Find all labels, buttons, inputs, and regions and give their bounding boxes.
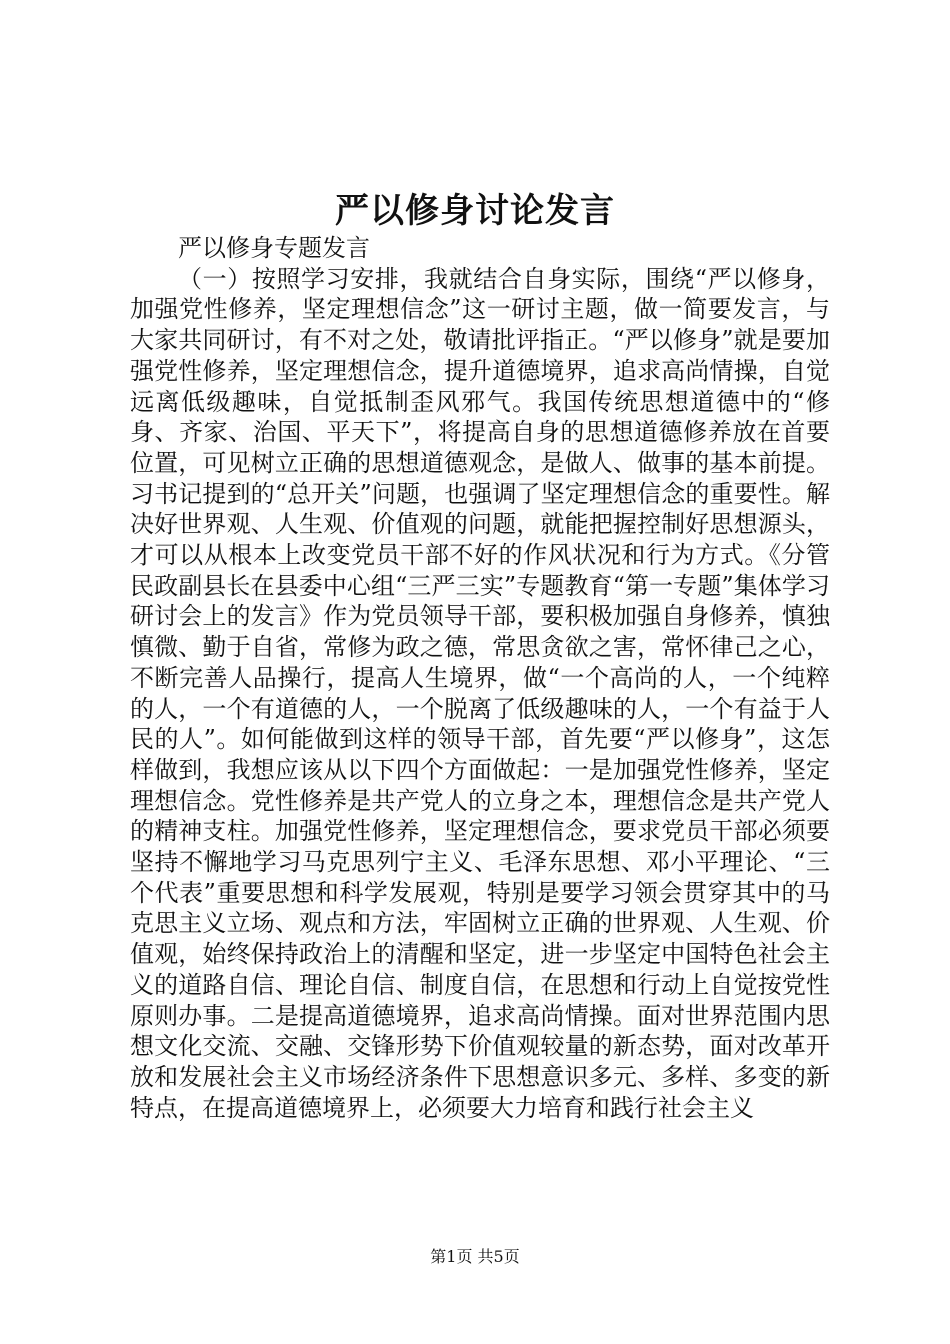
page-indicator: 第1页 共5页 [430,1247,520,1266]
document-title: 严以修身讨论发言 [335,191,615,231]
body-paragraph: （一）按照学习安排，我就结合自身实际，围绕“严以修身，加强党性修养，坚定理想信念”这一研讨主题，做一简要发言，与大家共同研讨，有不对之处，敬请批评指正。“严以修身”就是要加强党性修养，坚定理想信念，提升道德境界，追求高尚情操，自觉远离低级趣味，自觉抵制歪风邪气。我国传统思想道德中的“修身、齐家、治国、平天下”，将提高自身的思想道德修养放在首要位置，可见树立正确的思想道德观念，是做人、做事的基本前提。习书记提到的“总开关”问题，也强调了坚定理想信念的重要性。解决好世界观、人生观、价值观的问题，就能把握控制好思想源头，才可以从根本上改变党员干部不好的作风状况和行为方式。《分管民政副县长在县委中心组“三严三实”专题教育“第一专题”集体学习研讨会上的发言》作为党员领导干部，要积极加强自身修养，慎独慎微、勤于自省，常修为政之德，常思贪欲之害，常怀律己之心，不断完善人品操行，提高人生境界，做“一个高尚的人，一个纯粹的人，一个有道德的人，一个脱离了低级趣味的人，一个有益于人民的人”。如何能做到这样的领导干部，首先要“严以修身”，这怎样做到，我想应该从以下四个方面做起：一是加强党性修养，坚定理想信念。党性修养是共产党人的立身之本，理想信念是共产党人的精神支柱。加强党性修养，坚定理想信念，要求党员干部必须要坚持不懈地学习马克思列宁主义、毛泽东思想、邓小平理论、“三个代表”重要思想和科学发展观，特别是要学习领会贯穿其中的马克思主义立场、观点和方法，牢固树立正确的世界观、人生观、价值观，始终保持政治上的清醒和坚定，进一步坚定中国特色社会主义的道路自信、理论自信、制度自信，在思想和行动上自觉按党性原则办事。二是提高道德境界，追求高尚情操。面对世界范围内思想文化交流、交融、交锋形势下价值观较量的新态势，面对改革开放和发展社会主义市场经济条件下思想意识多元、多样、多变的新特点，在提高道德境界上，必须要大力培育和践行社会主义 [130,264,830,1122]
document-subtitle: 严以修身专题发言 [178,234,370,262]
document-body [130,233,830,1123]
